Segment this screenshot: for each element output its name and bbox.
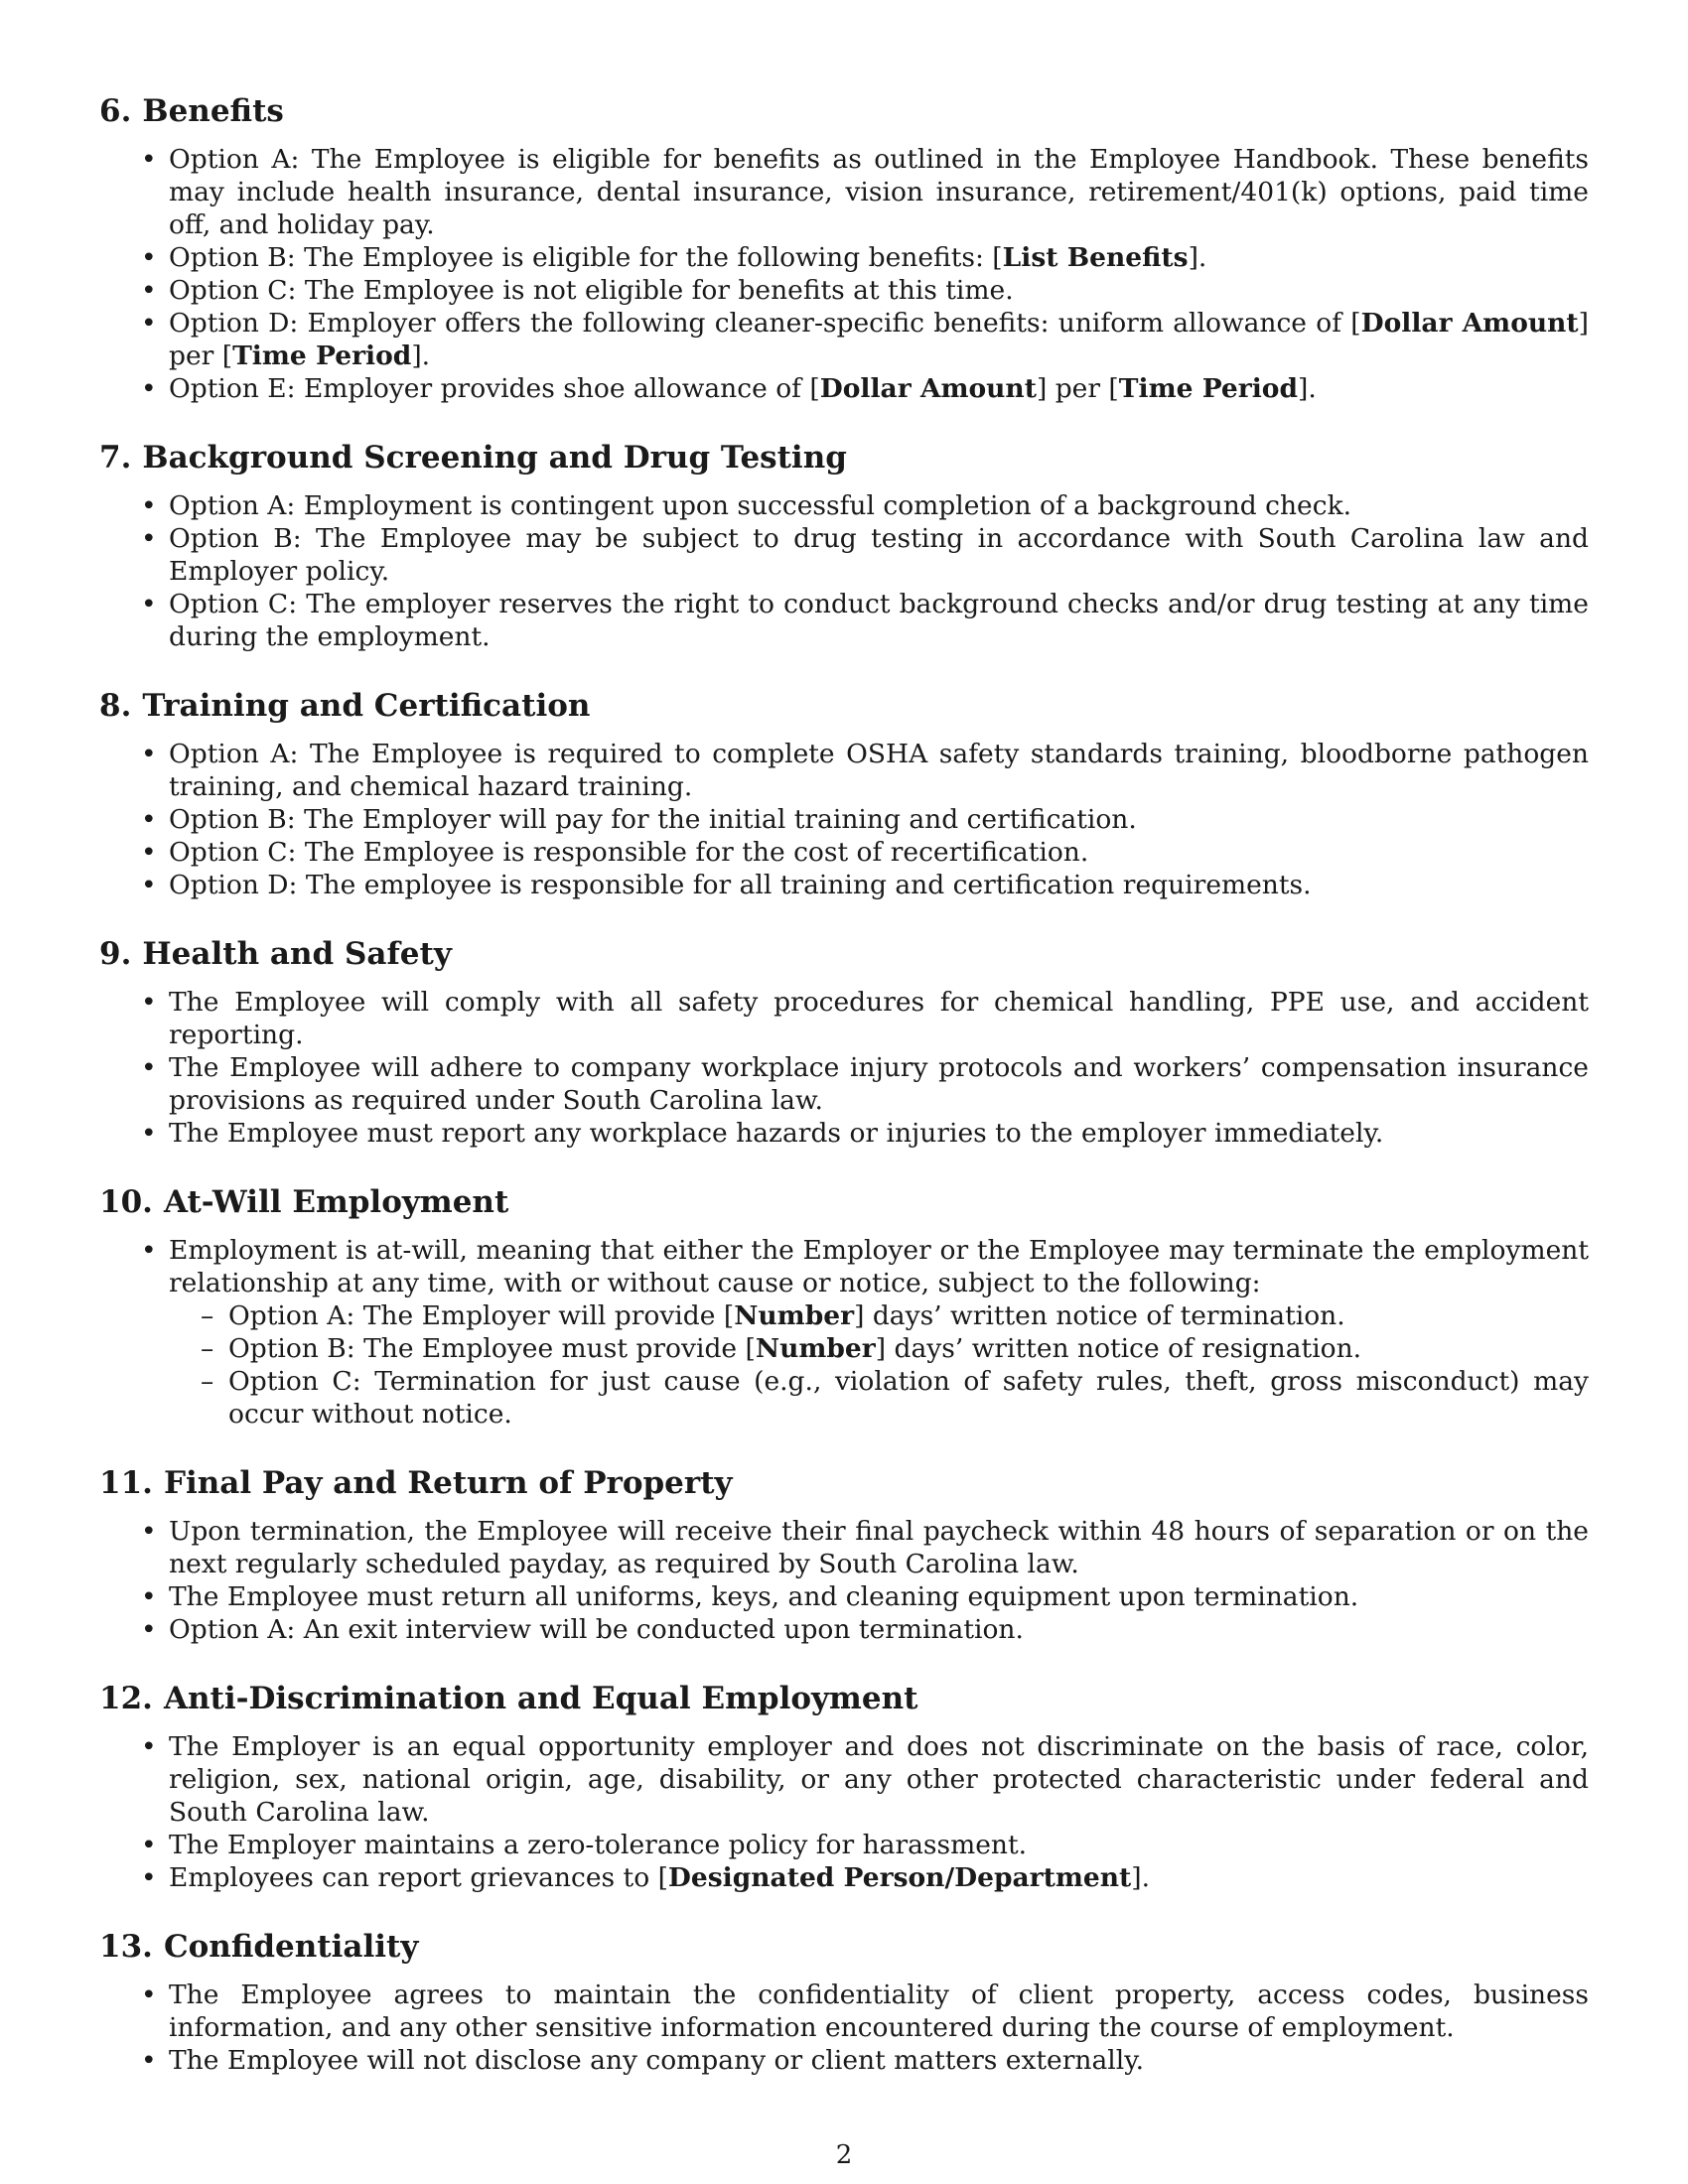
text-segment: The Employee must report any workplace hazards or injuries to the employer immediately. [169,1118,1384,1149]
list-item [99,274,1589,307]
section-number: 6. [99,93,132,129]
list-item [99,143,1589,241]
sub-list [169,1299,1589,1431]
sub-list-item [169,1332,1589,1365]
list-item [99,1829,1589,1861]
text-segment: Option D: Employer offers the following cleaner-specific benefits: uniform allowance of [ [169,308,1361,339]
text-segment: The Employer maintains a zero-tolerance policy for harassment. [169,1830,1028,1860]
list-item [99,372,1589,405]
section-title: Anti-Discrimination and Equal Employment [163,1681,918,1716]
list-item [99,803,1589,836]
section [99,934,1589,1150]
bullet-list [99,143,1589,405]
list-item [99,1234,1589,1431]
text-segment: Option B: The Employee must provide [ [228,1333,756,1364]
text-segment: ]. [1188,242,1207,273]
bullet-list [99,738,1589,901]
text-segment: The Employee will adhere to company workplace injury protocols and workers’ compensation insurance provisions as required under South Carolina law. [169,1052,1589,1116]
bullet-list [99,1730,1589,1894]
section-title: Background Screening and Drug Testing [142,440,847,476]
bullet-list [99,489,1589,653]
list-item [99,1730,1589,1829]
text-segment: Option D: The employee is responsible for all training and certification requirements. [169,870,1312,900]
text-segment: The Employer is an equal opportunity employer and does not discriminate on the basis of race, color, religion, sex, national origin, age, disability, or any other protected characteristic under federal and South Carolina law. [169,1731,1589,1828]
bullet-list [99,1979,1589,2077]
list-item [99,1580,1589,1613]
text-segment: Option A: The Employee is required to complete OSHA safety standards training, bloodborne pathogen training, and chemical hazard training. [169,739,1589,802]
section [99,1679,1589,1894]
section-heading [99,91,1589,131]
text-segment: ] days’ written notice of termination. [854,1300,1345,1331]
section [99,1463,1589,1646]
bullet-list [99,1234,1589,1431]
text-segment: Option B: The Employer will pay for the initial training and certification. [169,804,1137,835]
text-segment: ] per [ [1036,373,1119,404]
text-segment: ]. [1131,1862,1151,1893]
placeholder-field: Number [755,1333,876,1364]
section-title: Confidentiality [163,1929,419,1965]
text-segment: Option B: The Employee is eligible for the following benefits: [ [169,242,1003,273]
page-number: 2 [835,2140,853,2170]
placeholder-field: List Benefits [1002,242,1189,273]
section-title: Final Pay and Return of Property [163,1465,733,1501]
list-item [99,1861,1589,1894]
text-segment: Option E: Employer provides shoe allowance of [ [169,373,820,404]
section-heading [99,1679,1589,1718]
bullet-list [99,986,1589,1150]
list-item [99,1515,1589,1580]
document-page [99,91,1589,2110]
placeholder-field: Number [734,1300,855,1331]
list-item [99,588,1589,653]
section-heading [99,1927,1589,1967]
section-heading [99,438,1589,478]
list-item [99,241,1589,274]
placeholder-field: Designated Person/Department [667,1862,1132,1893]
text-segment: Employees can report grievances to [ [169,1862,668,1893]
section-number: 10. [99,1184,153,1220]
section-heading [99,1463,1589,1503]
text-segment: Option B: The Employee may be subject to drug testing in accordance with South Carolina law and Employer policy. [169,523,1589,587]
list-item [99,1117,1589,1150]
text-segment: The Employee must return all uniforms, keys, and cleaning equipment upon termination. [169,1581,1359,1612]
text-segment: Option A: The Employee is eligible for benefits as outlined in the Employee Handbook. These benefits may include health insurance, dental insurance, vision insurance, retirement/401(k) options, paid time off, and holiday pay. [169,144,1589,240]
text-segment: Employment is at-will, meaning that either the Employer or the Employee may terminate the employment relationship at any time, with or without cause or notice, subject to the following: [169,1235,1589,1298]
section-heading [99,686,1589,726]
placeholder-field: Dollar Amount [819,373,1037,404]
section-title: Training and Certification [142,688,591,724]
list-item [99,1979,1589,2044]
section [99,1927,1589,2077]
section-number: 7. [99,440,132,476]
list-item [99,522,1589,588]
text-segment: Option C: The Employee is not eligible for benefits at this time. [169,275,1014,306]
list-item [99,869,1589,901]
text-segment: ]. [1298,373,1317,404]
bullet-list [99,1515,1589,1646]
list-item [99,986,1589,1051]
section-title: Benefits [142,93,284,129]
list-item [99,836,1589,869]
text-segment: ] per [ [169,308,1590,371]
section-number: 11. [99,1465,153,1501]
text-segment: ] days’ written notice of resignation. [875,1333,1362,1364]
section-title: At-Will Employment [163,1184,509,1220]
text-segment: Upon termination, the Employee will receive their final paycheck within 48 hours of separation or on the next regularly scheduled payday, as required by South Carolina law. [169,1516,1589,1579]
text-segment: Option A: Employment is contingent upon successful completion of a background check. [169,490,1352,521]
text-segment: Option C: The employer reserves the right to conduct background checks and/or drug testing at any time during the employment. [169,589,1589,652]
section [99,438,1589,653]
placeholder-field: Time Period [1118,373,1299,404]
sub-list-item [169,1365,1589,1431]
section-number: 13. [99,1929,153,1965]
text-segment: Option C: The Employee is responsible for the cost of recertification. [169,837,1089,868]
section-number: 9. [99,936,132,972]
section [99,1182,1589,1431]
list-item [99,489,1589,522]
section-heading [99,1182,1589,1222]
placeholder-field: Time Period [232,341,412,371]
section-number: 12. [99,1681,153,1716]
list-item [99,2044,1589,2077]
placeholder-field: Dollar Amount [1360,308,1579,339]
list-item [99,1613,1589,1646]
section-heading [99,934,1589,974]
sub-list-item [169,1299,1589,1332]
text-segment: Option A: The Employer will provide [ [228,1300,735,1331]
list-item [99,307,1589,372]
section [99,91,1589,405]
list-item [99,738,1589,803]
section-number: 8. [99,688,132,724]
text-segment: ]. [411,341,431,371]
section [99,686,1589,901]
list-item [99,1051,1589,1117]
section-title: Health and Safety [142,936,452,972]
text-segment: The Employee agrees to maintain the confidentiality of client property, access codes, business information, and any other sensitive information encountered during the course of employment. [169,1979,1589,2043]
text-segment: Option A: An exit interview will be conducted upon termination. [169,1614,1024,1645]
text-segment: The Employee will not disclose any company or client matters externally. [169,2045,1145,2076]
text-segment: Option C: Termination for just cause (e.g., violation of safety rules, theft, gross misconduct) may occur without notice. [228,1366,1589,1430]
text-segment: The Employee will comply with all safety procedures for chemical handling, PPE use, and accident reporting. [169,987,1589,1050]
